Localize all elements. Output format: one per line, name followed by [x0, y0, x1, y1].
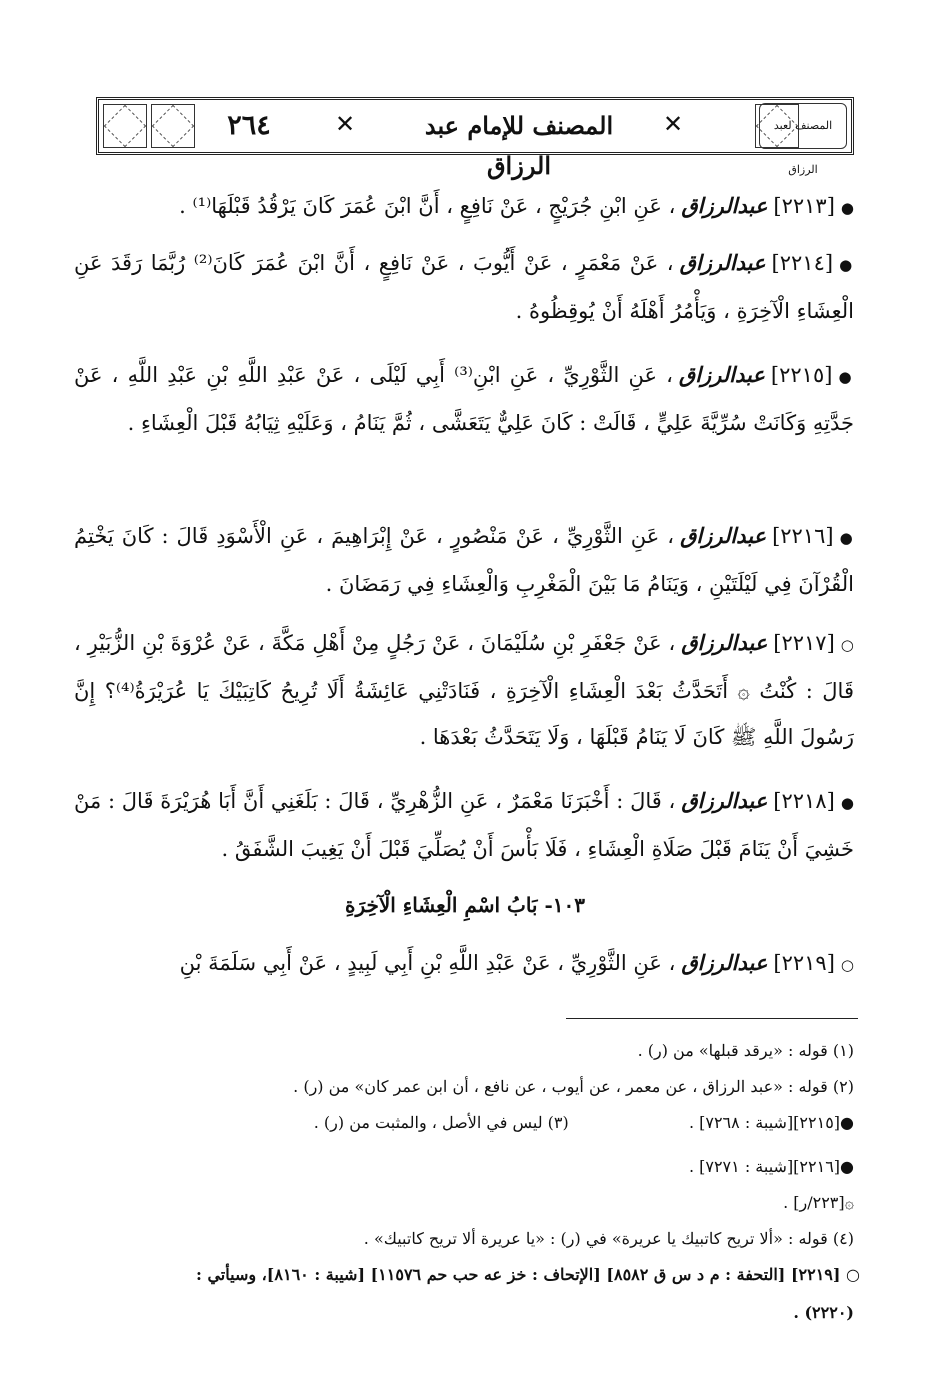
chapter-heading: ١٠٣- بَابُ اسْمِ الْعِشَاءِ الْآخِرَةِ: [345, 893, 585, 917]
hadith-author: عبدالرزاق: [681, 788, 768, 813]
hadith-author: عبدالرزاق: [681, 193, 768, 218]
book-emblem: المصنف لعبد الرزاق: [759, 103, 847, 149]
footnote-2: (٢) قوله : «عبد الرزاق ، عن معمر ، عن أيوب ، عن نافع ، أن ابن عمر كان» من (ر) .: [293, 1077, 854, 1096]
hadith-number: [٢٢١٤]: [771, 251, 834, 275]
hadith-number: [٢٢١٦]: [772, 524, 834, 548]
hadith-text: ، عَنْ مَعْمَرٍ ، عَنْ أَيُّوبَ ، عَنْ نَافِعٍ ، أَنَّ ابْنَ عُمَرَ كَانَ⁽²⁾ رُبَّمَا رَقَدَ عَنِ الْعِشَاءِ الْآخِرَةِ ، وَيَأْمُرُ أَهْلَهُ أَنْ يُوقِظُوهُ .: [74, 251, 854, 323]
hadith-author: عبدالرزاق: [681, 630, 768, 655]
hadith-author: عبدالرزاق: [679, 250, 766, 275]
hadith-marker: ●: [839, 256, 854, 274]
hadith-marker: ○: [840, 956, 854, 974]
footnote-3: [54, 1112, 854, 1134]
hadith-marker: ●: [840, 794, 854, 812]
footnote-1: (١) قوله : «يرقد قبلها» من (ر) .: [637, 1041, 854, 1060]
hadith-author: عبدالرزاق: [680, 523, 767, 548]
footnote-3-text: (٣) ليس في الأصل ، والمثبت من (ر) .: [313, 1113, 569, 1132]
book-title: المصنف للإمام عبد الرزاق: [424, 111, 614, 180]
ornament-icon: [103, 104, 147, 148]
footnote-ref-2216: ●[٢٢١٦][شيبة : ٧٢٧١] .: [688, 1157, 854, 1176]
hadith-marker: ●: [838, 368, 855, 386]
footnote-ref-2219-cont: (٢٢٢٠) .: [793, 1303, 854, 1322]
hadith-2215: [74, 352, 854, 446]
hadith-number: [٢٢١٧]: [773, 631, 835, 655]
hadith-text: ، عَنِ الثَّوْرِيِّ ، عَنِ ابْنِ⁽³⁾ أَبِي لَيْلَى ، عَنْ عَبْدِ اللَّهِ بْنِ عَبْدِ اللَّهِ ، عَنْ جَدَّتِهِ وَكَانَتْ سُرِّيَّةَ عَلِيٍّ ، قَالَتْ : كَانَ عَلِيٌّ يَتَعَشَّى ، ثُمَّ يَنَامُ ، وَعَلَيْهِ ثِيَابُهُ قَبْلَ الْعِشَاءِ .: [74, 363, 854, 435]
hadith-text: ، عَنِ الثَّوْرِيِّ ، عَنْ مَنْصُورٍ ، عَنْ إِبْرَاهِيمَ ، عَنِ الْأَسْوَدِ قَالَ : كَانَ يَخْتِمُ الْقُرْآنَ فِي لَيْلَتَيْنِ ، وَيَنَامُ مَا بَيْنَ الْمَغْرِبِ وَالْعِشَاءِ فِي رَمَضَانَ .: [74, 524, 854, 596]
page-header: [96, 97, 854, 180]
hadith-text: ، قَالَ : أَخْبَرَنَا مَعْمَرٌ ، عَنِ الزُّهْرِيِّ ، قَالَ : بَلَغَنِي أَنَّ أَبَا هُرَيْرَةَ قَالَ : مَنْ خَشِيَ أَنْ يَنَامَ قَبْلَ صَلَاةِ الْعِشَاءِ ، فَلَا بَأْسَ أَنْ يُصَلِّيَ قَبْلَ أَنْ يَغِيبَ الشَّفَقُ .: [74, 789, 854, 861]
footnote-divider: [566, 1018, 858, 1019]
footnote-4: (٤) قوله : «ألا تريح كاتبيك يا عريرة» في (ر) : «يا عريرة ألا تريح كاتبيك» .: [363, 1229, 854, 1248]
hadith-2218: [74, 778, 854, 872]
hadith-marker: ○: [840, 636, 854, 654]
hadith-number: [٢٢١٥]: [770, 363, 833, 387]
ornament-icon: [151, 104, 195, 148]
ornament-icon: [331, 108, 361, 144]
page-number: ٢٦٤: [227, 110, 271, 141]
footnote-ref-2215: ●[٢٢١٥][شيبة : ٧٢٦٨] .: [688, 1113, 854, 1132]
hadith-2216: [74, 513, 854, 607]
footnote-ref-page: ۞[٢٢٣/ر] .: [783, 1193, 854, 1212]
hadith-text: ، عَنِ ابْنِ جُرَيْجٍ ، عَنْ نَافِعٍ ، أَنَّ ابْنَ عُمَرَ كَانَ يَرْقُدُ قَبْلَهَا⁽¹⁾ .: [179, 194, 676, 218]
hadith-marker: ●: [840, 199, 854, 217]
hadith-author: عبدالرزاق: [678, 362, 765, 387]
hadith-text: ، عَنْ جَعْفَرِ بْنِ سُلَيْمَانَ ، عَنْ رَجُلٍ مِنْ أَهْلِ مَكَّةَ ، عَنْ عُرْوَةَ بْنِ الزُّبَيْرِ ، قَالَ : كُنْتُ ۞ أَتَحَدَّثُ بَعْدَ الْعِشَاءِ الْآخِرَةِ ، فَنَادَتْنِي عَائِشَةُ أَلَا تُرِيحُ كَاتِبَيْكَ يَا عُرَيْرَةُ⁽⁴⁾؟ إِنَّ رَسُولَ اللَّهِ ﷺ كَانَ لَا يَنَامُ قَبْلَهَا ، وَلَا يَتَحَدَّثُ بَعْدَهَا .: [74, 631, 854, 749]
hadith-2214: [74, 240, 854, 334]
hadith-author: عبدالرزاق: [681, 950, 768, 975]
hadith-2219: [74, 940, 854, 988]
hadith-2217: [74, 620, 854, 760]
hadith-number: [٢٢١٨]: [773, 789, 835, 813]
footnote-ref-2219: ○ [٢٢١٩] [التحفة : م د س ق ٨٥٨٢] [الإتحاف : خز عه حب حم ١١٥٧٦] [شيبة : ٨١٦٠]، وسيأتي :: [195, 1265, 860, 1284]
hadith-text: ، عَنِ الثَّوْرِيِّ ، عَنْ عَبْدِ اللَّهِ بْنِ أَبِي لَبِيدٍ ، عَنْ أَبِي سَلَمَةَ بْنِ: [179, 951, 676, 975]
hadith-number: [٢٢١٩]: [773, 951, 835, 975]
hadith-2213: [74, 183, 854, 231]
hadith-number: [٢٢١٣]: [773, 194, 835, 218]
hadith-marker: ●: [839, 529, 855, 547]
ornament-icon: [659, 108, 689, 144]
